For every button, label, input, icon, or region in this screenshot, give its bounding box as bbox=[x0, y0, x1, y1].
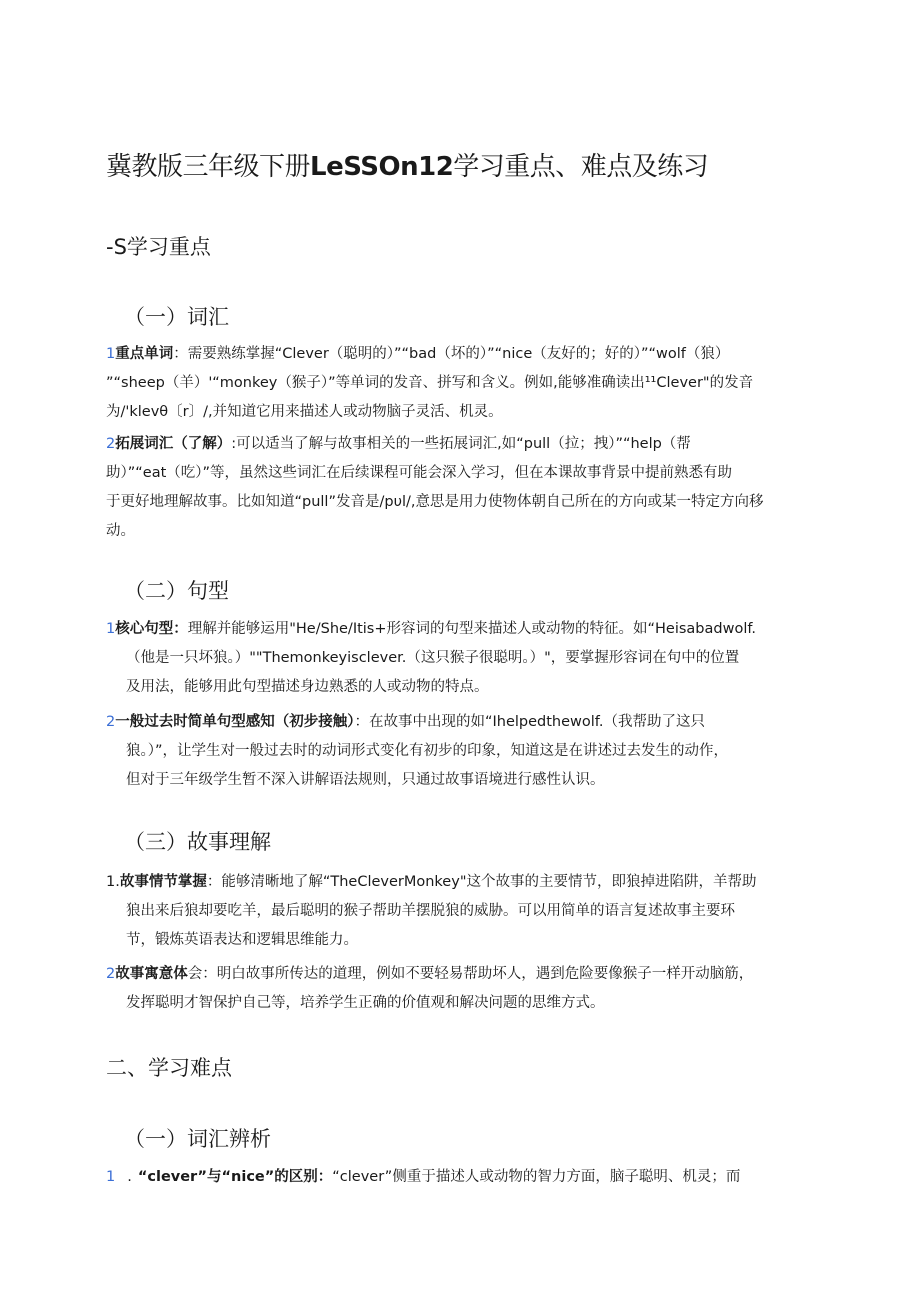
subheading-vocabulary-distinction: （一）词汇辨析 bbox=[124, 1127, 271, 1151]
text-line: 及用法，能够用此句型描述身边熟悉的人或动物的特点。 bbox=[126, 679, 489, 695]
list-number: 2 bbox=[106, 714, 116, 730]
text-line: 但对于三年级学生暂不深入讲解语法规则，只通过故事语境进行感性认识。 bbox=[126, 772, 605, 788]
text-span: ：能够清晰地了解“TheCleverMonkey"这个故事的主要情节，即狼掉进陷阱，羊帮助 bbox=[206, 874, 757, 890]
bold-term: 核心句型： bbox=[115, 621, 188, 637]
text-line: ”“sheep（羊）'“monkey（猴子）”等单词的发音、拼写和含义。例如,能够准确读出¹¹Clever"的发音 bbox=[106, 375, 754, 391]
bold-term: 拓展词汇（了解） bbox=[115, 436, 232, 452]
text-line: 于更好地理解故事。比如知道“pull”发音是/pυl/,意思是用力使物体朝自己所在的方向或某一特定方向移 bbox=[106, 494, 764, 510]
text-line: 节，锻炼英语表达和逻辑思维能力。 bbox=[126, 932, 358, 948]
text-line: （他是一只坏狼。）""Themonkeyisclever.（这只猴子很聪明。）"，要掌握形容词在句中的位置 bbox=[126, 650, 740, 666]
title-part1: 冀教版三年级下册 bbox=[106, 152, 311, 182]
paragraph-story-moral bbox=[106, 960, 806, 1018]
bold-term: “clever”与“nice”的区别： bbox=[137, 1169, 333, 1185]
text-line bbox=[106, 340, 806, 369]
subheading-story-understanding: （三）故事理解 bbox=[124, 830, 271, 854]
section-heading-key-points: -S学习重点 bbox=[106, 235, 211, 259]
text-line bbox=[106, 1163, 806, 1192]
text-line: 动。 bbox=[106, 523, 135, 539]
text-line bbox=[106, 708, 806, 737]
section-heading-difficulties: 二、学习难点 bbox=[106, 1056, 232, 1080]
text-line bbox=[106, 615, 806, 644]
bold-term: 故事情节掌握 bbox=[119, 874, 207, 890]
title-part2: LeSSOn12 bbox=[310, 152, 454, 182]
text-span: ：在故事中出现的如“Ihelpedthewolf.（我帮助了这只 bbox=[354, 714, 705, 730]
paragraph-past-tense bbox=[106, 708, 806, 795]
text-line: 发挥聪明才智保护自己等，培养学生正确的价值观和解决问题的思维方式。 bbox=[126, 995, 605, 1011]
text-span: :可以适当了解与故事相关的一些拓展词汇,如“pull（拉；拽）”“help（帮 bbox=[231, 436, 691, 452]
list-number: 1. bbox=[106, 874, 120, 890]
subheading-vocabulary: （一）词汇 bbox=[124, 305, 229, 329]
text-line: 为/'klevθ〔r〕/,并知道它用来描述人或动物脑子灵活、机灵。 bbox=[106, 404, 503, 420]
text-line bbox=[106, 868, 806, 897]
text-span: “clever”侧重于描述人或动物的智力方面，脑子聪明、机灵；而 bbox=[332, 1169, 741, 1185]
text-line bbox=[106, 430, 806, 459]
paragraph-key-words bbox=[106, 340, 806, 427]
list-number: 2 bbox=[106, 436, 116, 452]
text-span: ：需要熟练掌握“Clever（聪明的）”“bad（坏的）”“nice（友好的；好的）”“wolf（狼） bbox=[173, 346, 730, 362]
paragraph-clever-vs-nice bbox=[106, 1163, 806, 1192]
document-title bbox=[106, 146, 708, 183]
paragraph-story-plot bbox=[106, 868, 806, 955]
text-span: 会：明白故事所传达的道理，例如不要轻易帮助坏人，遇到危险要像猴子一样开动脑筋， bbox=[187, 966, 754, 982]
list-number: 1 bbox=[106, 346, 116, 362]
bold-term: 一般过去时简单句型感知（初步接触） bbox=[115, 714, 355, 730]
text-span: 理解并能够运用"He/She/Itis+形容词的句型来描述人或动物的特征。如“Heisabadwolf. bbox=[187, 621, 757, 637]
list-dot: . bbox=[127, 1169, 132, 1185]
paragraph-core-sentences bbox=[106, 615, 806, 702]
subheading-sentence-patterns: （二）句型 bbox=[124, 579, 229, 603]
bold-term: 重点单词 bbox=[115, 346, 174, 362]
text-line: 狼出来后狼却要吃羊，最后聪明的猴子帮助羊摆脱狼的威胁。可以用简单的语言复述故事主要环 bbox=[126, 903, 735, 919]
text-line: 狼。）”，让学生对一般过去时的动词形式变化有初步的印象，知道这是在讲述过去发生的动作， bbox=[126, 743, 729, 759]
list-number: 1 bbox=[106, 621, 116, 637]
title-part3: 学习重点、难点及练习 bbox=[453, 152, 709, 182]
list-number: 1 bbox=[106, 1169, 116, 1185]
text-line: 助）”“eat（吃）”等，虽然这些词汇在后续课程可能会深入学习，但在本课故事背景中提前熟悉有助 bbox=[106, 465, 733, 481]
bold-term: 故事寓意体 bbox=[115, 966, 188, 982]
paragraph-extended-words bbox=[106, 430, 806, 546]
text-line bbox=[106, 960, 806, 989]
list-number: 2 bbox=[106, 966, 116, 982]
